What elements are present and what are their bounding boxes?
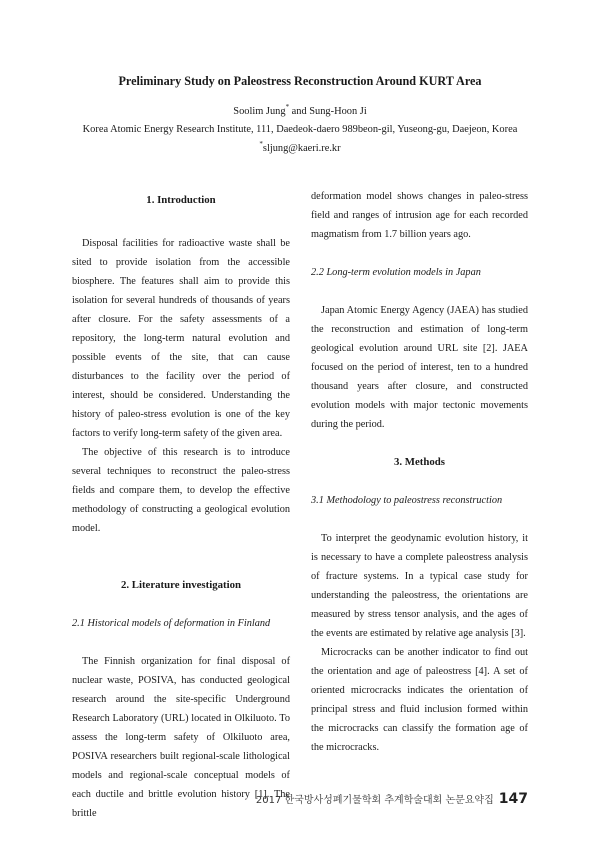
paragraph: deformation model shows changes in paleo-stress field and ranges of intrusion age for each recorded magmatism from 1.7 billion years ago.: [311, 191, 528, 240]
subsection-heading: 3.1 Methodology to paleostress reconstruction: [311, 495, 503, 506]
proceedings-title: 2017 한국방사성폐기물학회 추계학술대회 논문요약집: [255, 795, 494, 806]
paragraph: The objective of this research is to introduce several techniques to reconstruct the paleo-stress fields and compare them, to develop the effective methodology of constructing a geological evolution model.: [72, 447, 290, 534]
paragraph: Japan Atomic Energy Agency (JAEA) has studied the reconstruction and estimation of long-term geological evolution around URL site [2]. JAEA focused on the period of interest, ten to a hundred thousand years after closure, and constructed evolution models with major tectonic movements during the period.: [311, 305, 528, 430]
paragraph: Microcracks can be another indicator to find out the orientation and age of paleostress [4]. A set of oriented microcracks indicates the orientation of principal stress and fluid inclusion formed within the microcracks can classify the formation age of the microcracks.: [311, 647, 528, 753]
author-name: Soolim Jung: [233, 106, 286, 117]
email-line: [0, 140, 600, 154]
page-footer: [256, 791, 528, 807]
affiliation: Korea Atomic Energy Research Institute, 111, Daedeok-daero 989beon-gil, Yuseong-gu, Daejeon, Korea: [82, 124, 518, 135]
right-column: [311, 187, 528, 757]
section-heading-methods: 3. Methods: [394, 456, 445, 468]
email-mark: *: [259, 140, 263, 148]
subsection-heading: 2.1 Historical models of deformation in Finland: [72, 618, 271, 629]
paragraph: To interpret the geodynamic evolution history, it is necessary to have a complete paleostress analysis of fracture systems. In a typical case study for understanding the paleostress, the orientations are measured by stress tensor analysis, and the ages of the events are estimated by relative age analysis [3].: [311, 533, 528, 639]
email-address: sljung@kaeri.re.kr: [262, 143, 341, 154]
paragraph: Disposal facilities for radioactive waste shall be sited to provide isolation from the accessible biosphere. The features shall aim to provide this isolation for several hundreds of thousands of years after closure. For the safety assessments of a repository, the long-term natural evolution and possible events of the site, that can cause disturbances to the facility over the period of interest, should be considered. Understanding the history of paleo-stress evolution is one of the key factors to verify long-term safety of the given area.: [72, 238, 290, 439]
paper-title: Preliminary Study on Paleostress Reconstruction Around KURT Area: [118, 74, 482, 88]
subsection-heading: 2.2 Long-term evolution models in Japan: [311, 267, 481, 278]
author-rest: and Sung-Hoon Ji: [289, 106, 367, 117]
section-heading-literature: 2. Literature investigation: [120, 579, 242, 591]
left-column: [72, 191, 290, 823]
corresponding-mark: *: [285, 103, 290, 111]
paragraph: The Finnish organization for final disposal of nuclear waste, POSIVA, has conducted geological research around the site-specific Underground Research Laboratory (URL) located in Olkiluoto. To assess the long-term safety of Olkiluoto area, POSIVA researchers built regional-scale lithological models and regional-scale conceptual models of each ductile and brittle evolution history [1]. The brittle: [72, 656, 290, 819]
section-heading-introduction: 1. Introduction: [146, 194, 216, 206]
author-line: [0, 103, 600, 117]
page-number: 147: [498, 791, 528, 807]
